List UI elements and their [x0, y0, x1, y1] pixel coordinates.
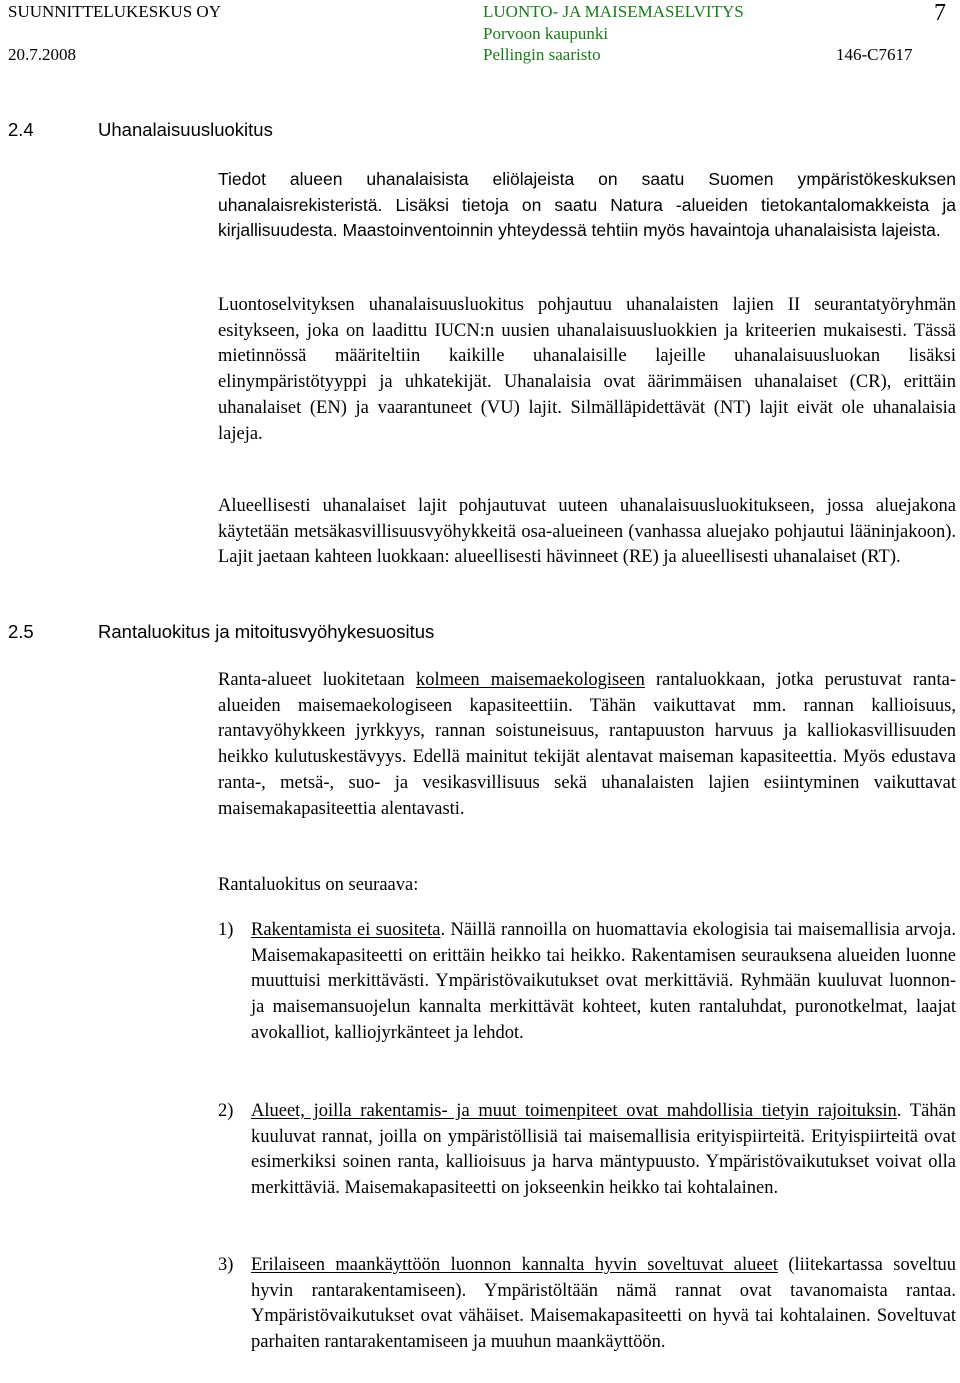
header-code: 146-C7617 — [836, 45, 913, 64]
section-heading-2-4 — [8, 119, 273, 141]
section-heading-2-5 — [8, 621, 434, 643]
list-item — [218, 1099, 956, 1202]
paragraph-regional: Alueellisesti uhanalaiset lajit pohjautuvat uuteen uhanalaisuusluokitukseen, jossa aluejakona käytetään metsäkasvillisuusvyöhykkeitä osa-alueineen (vanhassa aluejako pohjautui lääninjakoon). Lajit jaetaan kahteen luokkaan: alueellisesti hävinneet (RE) ja alueellisesti uhanalaiset (RT). — [218, 496, 956, 568]
paragraph-intro: Rantaluokitus on seuraava: — [218, 875, 419, 895]
list-item-text: . Tähän kuuluvat rannat, joilla on ympäristöllisiä tai maisemallisia erityispiirteitä. Erityispiirteitä ovat esimerkiksi soinen ranta, kallioisuus ja harva mäntypuusto. Ympäristövaikutukset voivat olla merkittäviä. Maisemakapasiteetti on jokseenkin heikko tai kohtalainen. — [251, 1101, 957, 1199]
list-number: 3) — [218, 1255, 234, 1275]
text-run: rantaluokkaan, jotka perustuvat ranta-alueiden maisemaekologiseen kapasiteettiin. Tähän vaikuttavat mm. rannan kallioisuus, rantavyöhykkeen jyrkkyys, rannan soistuneisuus, rantapuuston harvuus ja kalliokasvillisuuden heikko kulutuskestävyys. Edellä mainitut tekijät alentavat maiseman kapasiteettia. Myös edustava ranta-, metsä-, suo- ja vesikasvillisuus sekä uhanalaisten lajien esiintyminen vaikuttavat maisemakapasiteettia alentavasti. — [218, 670, 956, 819]
list-item-title: Erilaiseen maankäyttöön luonnon kannalta hyvin soveltuvat alueet — [251, 1255, 778, 1275]
text-run: Ranta-alueet luokitetaan — [218, 670, 416, 690]
list-item — [218, 1253, 956, 1356]
list-number: 1) — [218, 920, 234, 940]
paragraph-classification: Luontoselvityksen uhanalaisuusluokitus pohjautuu uhanalaisten lajien II seurantatyöryhmän esitykseen, joka on laadittu IUCN:n uusien uhanalaisuusluokkien ja kriteerien mukaisesti. Tässä mietinnössä määriteltiin kaikille uhanalaisille lajeille uhanalaisuusluokan lisäksi elinympäristötyyppi ja uhkatekijät. Uhanalaisia ovat äärimmäisen uhanalaiset (CR), erittäin uhanalaiset (EN) ja vaarantuneet (VU) lajit. Silmälläpidettävät (NT) lajit eivät ole uhanalaisia lajeja. — [218, 295, 956, 444]
paragraph-data-sources: Tiedot alueen uhanalaisista eliölajeista on saatu Suomen ympäristökeskuksen uhanalaisrekisteristä. Lisäksi tietoja on saatu Natura -alueiden tietokantalomakkeista ja kirjallisuudesta. Maastoinventoinnin yhteydessä tehtiin myös havaintoja uhanalaisista lajeista. — [218, 169, 956, 241]
section-title: Uhanalaisuusluokitus — [98, 119, 273, 140]
underlined-term: kolmeen maisemaekologiseen — [415, 670, 645, 690]
section-title: Rantaluokitus ja mitoitusvyöhykesuositus — [98, 621, 435, 642]
list-item-text: (liitekartassa soveltuu hyvin rantarakentamiseen). Ympäristöltään nämä rannat ovat tavanomaista rantaa. Ympäristövaikutukset ovat vähäiset. Maisemakapasiteetti on hyvä tai kohtalainen. Soveltuvat parhaiten rantarakentamiseen ja muuhun maankäyttöön. — [251, 1255, 956, 1353]
section-number: 2.4 — [8, 119, 34, 140]
list-number: 2) — [218, 1101, 234, 1121]
list-item — [218, 918, 956, 1047]
header-area: Pellingin saaristo — [483, 45, 601, 64]
header-city: Porvoon kaupunki — [483, 24, 609, 43]
section-number: 2.5 — [8, 621, 34, 642]
header-org: SUUNNITTELUKESKUS OY — [8, 2, 221, 21]
list-item-text: . Näillä rannoilla on huomattavia ekologisia tai maisemallisia arvoja. Maisemakapasiteetti on erittäin heikko tai heikko. Rakentamisen seurauksena alueiden luonne muuttuisi merkittävästi. Ympäristövaikutukset ovat merkittäviä. Ryhmään kuuluvat luonnon- ja maisemansuojelun kannalta merkittävät kohteet, kuten rantaluhdat, puronotkelmat, laajat avokalliot, kalliojyrkänteet ja lehdot. — [251, 920, 956, 1043]
list-item-title: Rakentamista ei suositeta — [251, 920, 441, 940]
header-title: LUONTO- JA MAISEMASELVITYS — [483, 2, 744, 21]
header-date: 20.7.2008 — [8, 45, 76, 64]
list-item-title: Alueet, joilla rakentamis- ja muut toimenpiteet ovat mahdollisia tietyin rajoituksin — [251, 1101, 897, 1121]
page-number: 7 — [934, 0, 946, 26]
paragraph-shore-zones — [218, 668, 956, 822]
